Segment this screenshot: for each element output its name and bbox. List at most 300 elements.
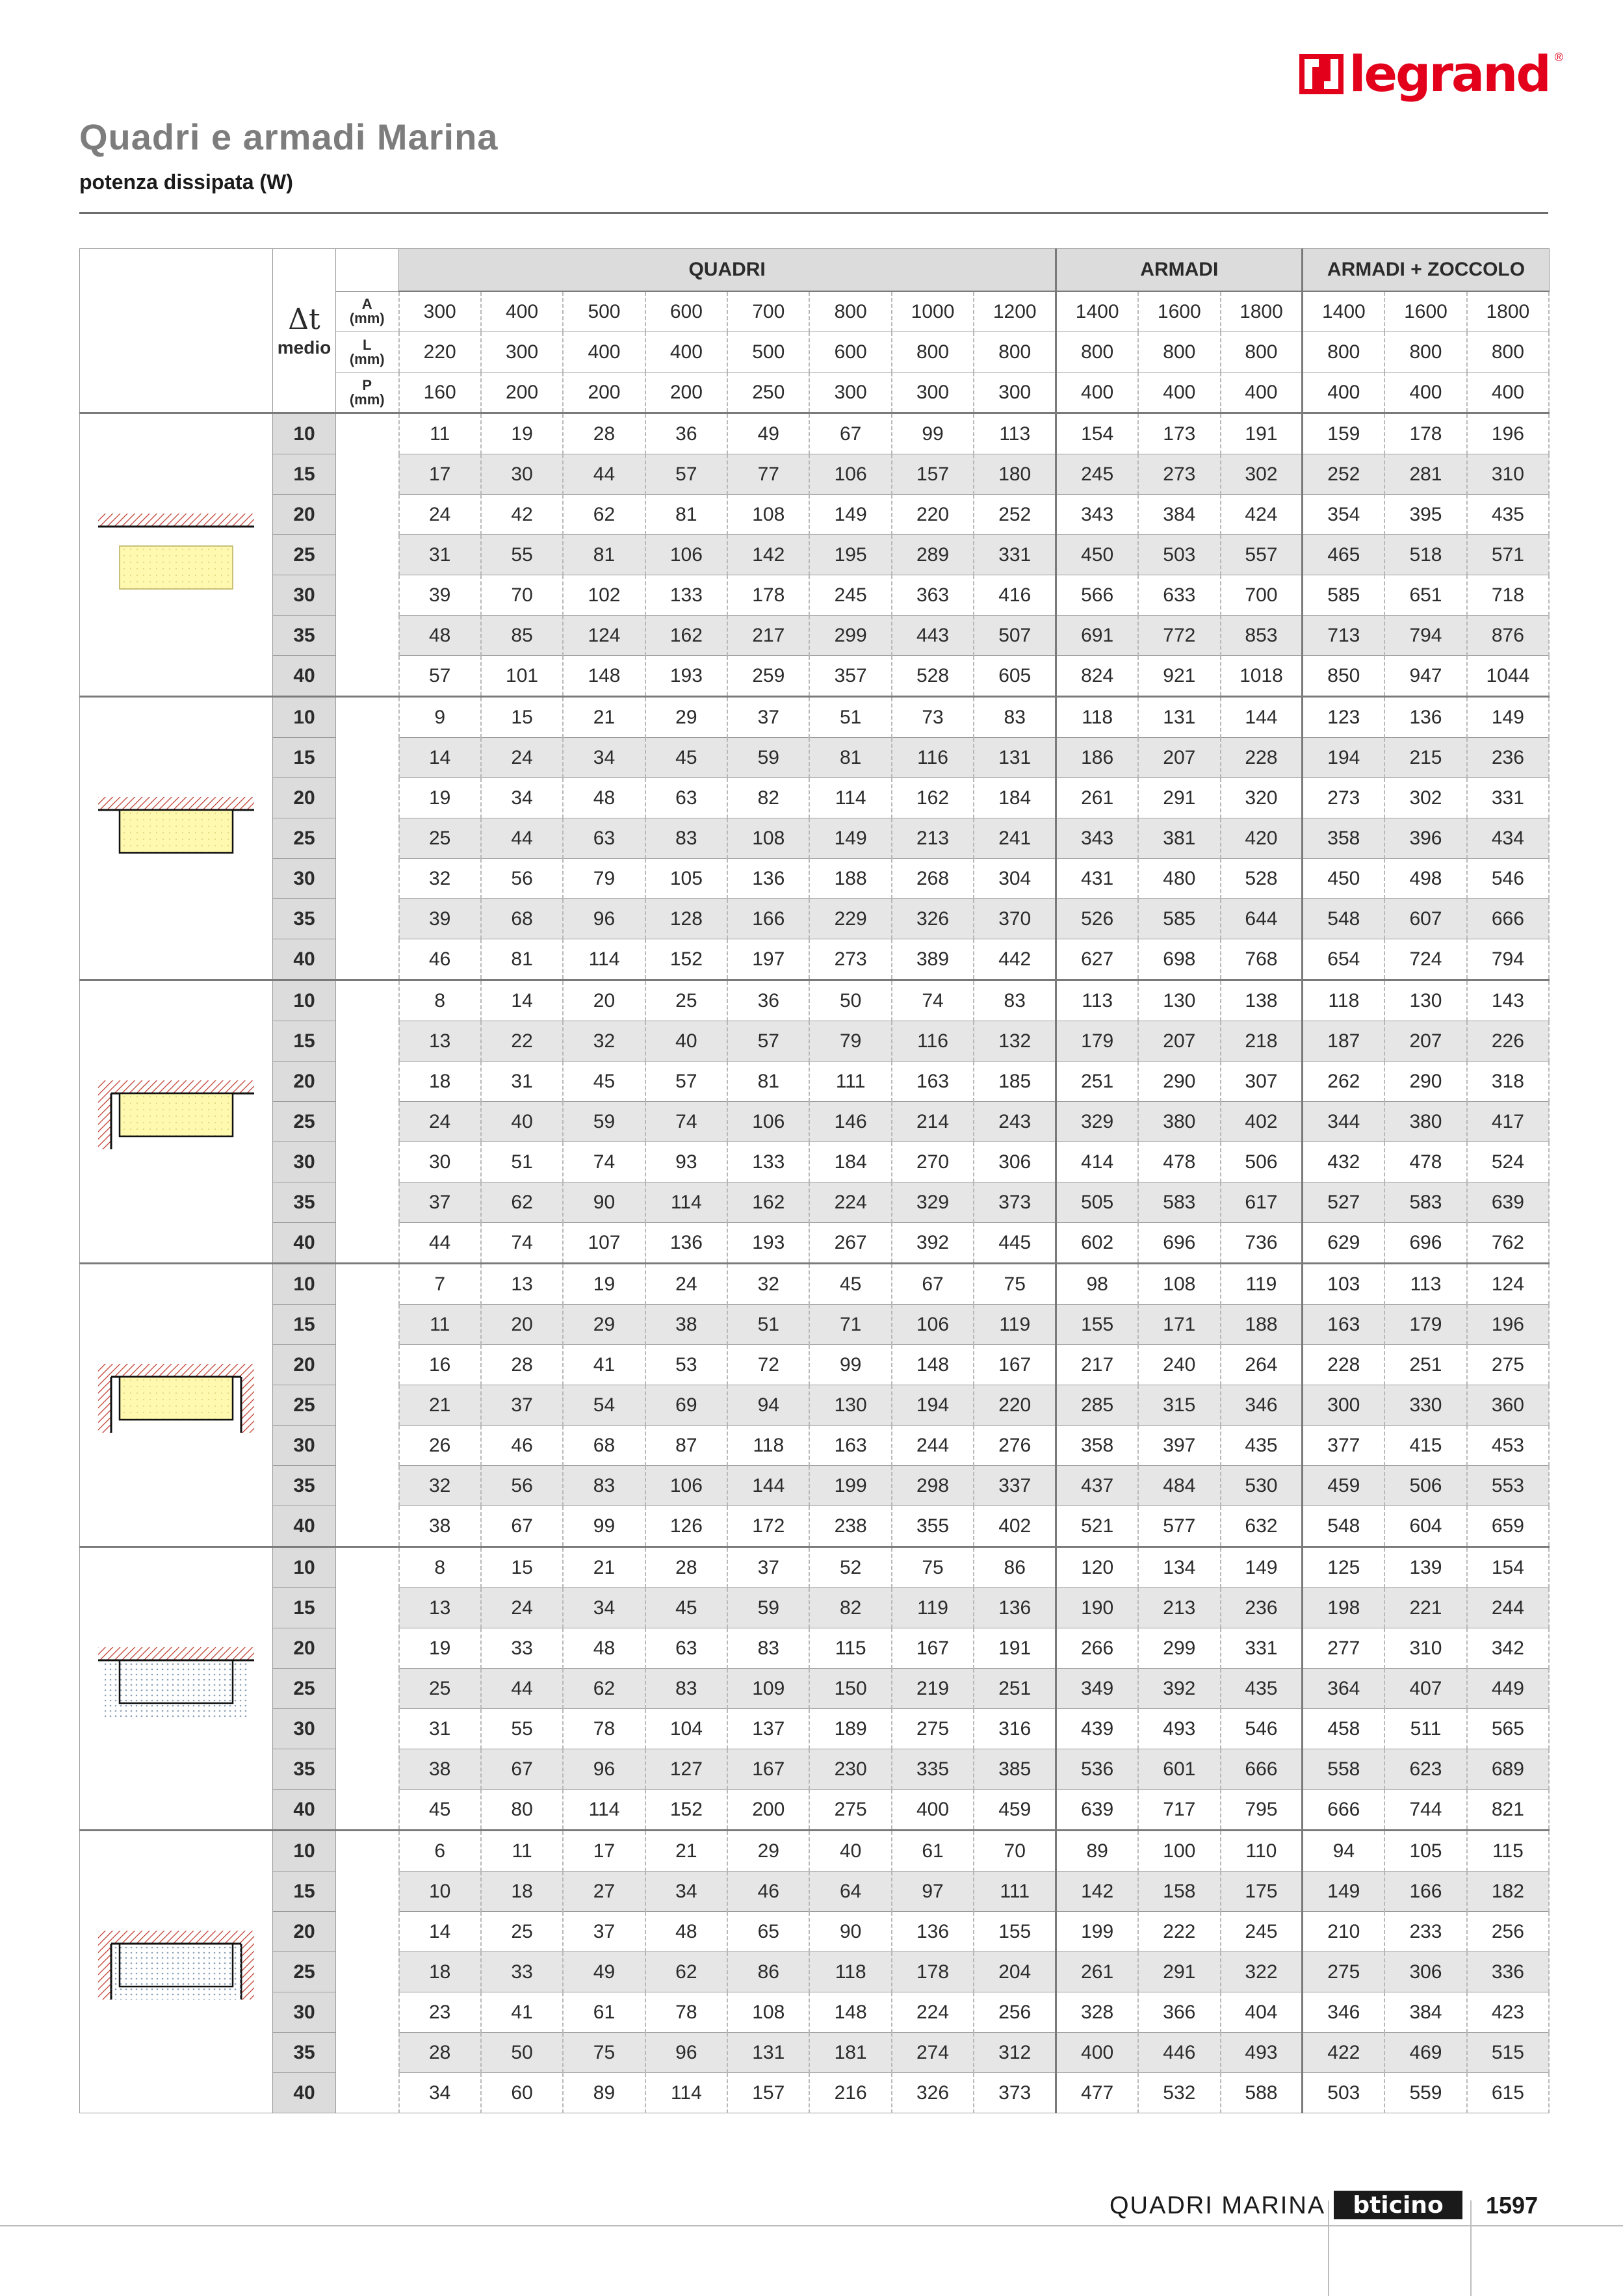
power-value: 16: [399, 1345, 481, 1385]
power-value: 46: [399, 939, 481, 980]
power-value: 10: [399, 1872, 481, 1912]
power-value: 190: [1056, 1588, 1138, 1628]
power-value: 33: [481, 1628, 563, 1669]
power-value: 38: [645, 1305, 727, 1345]
power-value: 299: [809, 616, 891, 656]
power-value: 505: [1056, 1182, 1138, 1223]
power-value: 604: [1384, 1506, 1466, 1547]
power-value: 39: [399, 575, 481, 616]
delta-t-value: 10: [273, 413, 336, 454]
power-value: 240: [1138, 1345, 1220, 1385]
power-value: 167: [974, 1345, 1056, 1385]
power-value: 20: [481, 1305, 563, 1345]
power-value: 62: [563, 495, 645, 535]
power-value: 45: [809, 1264, 891, 1305]
table-row: [80, 495, 1550, 535]
power-value: 615: [1467, 2073, 1549, 2113]
power-value: 384: [1384, 1992, 1466, 2033]
power-value: 37: [399, 1182, 481, 1223]
power-value: 96: [563, 1749, 645, 1790]
delta-t-value: 35: [273, 1182, 336, 1223]
power-value: 28: [563, 413, 645, 454]
power-value: 268: [892, 859, 974, 899]
power-value: 130: [809, 1385, 891, 1426]
power-value: 431: [1056, 859, 1138, 899]
power-value: 331: [974, 535, 1056, 575]
dissipated-power-table: [79, 248, 1550, 2113]
power-value: 118: [727, 1426, 809, 1466]
power-value: 74: [892, 980, 974, 1021]
dimension-value: 300: [809, 372, 891, 413]
power-value: 617: [1221, 1182, 1303, 1223]
header-group-row: [80, 249, 1550, 292]
delta-t-value: 40: [273, 656, 336, 697]
power-value: 358: [1303, 818, 1384, 859]
power-value: 64: [809, 1872, 891, 1912]
power-value: 82: [727, 778, 809, 818]
dimension-value: 1200: [974, 291, 1056, 332]
dimension-unit: (mm): [349, 391, 385, 408]
dimension-value: 400: [1056, 372, 1138, 413]
power-value: 553: [1467, 1466, 1549, 1506]
dimension-value: 300: [399, 291, 481, 332]
power-value: 503: [1303, 2073, 1384, 2113]
power-value: 290: [1138, 1062, 1220, 1102]
power-value: 61: [563, 1992, 645, 2033]
delta-t-value: 35: [273, 1749, 336, 1790]
power-value: 142: [1056, 1872, 1138, 1912]
power-value: 402: [1221, 1102, 1303, 1142]
table-row: [80, 939, 1550, 980]
power-value: 106: [727, 1102, 809, 1142]
power-value: 506: [1384, 1466, 1466, 1506]
power-value: 49: [563, 1952, 645, 1992]
power-value: 131: [1138, 697, 1220, 738]
table-row: [80, 1547, 1550, 1588]
power-value: 37: [727, 697, 809, 738]
power-value: 524: [1467, 1142, 1549, 1182]
power-value: 114: [563, 939, 645, 980]
installation-diagram-cell: [80, 1264, 273, 1547]
power-value: 435: [1221, 1426, 1303, 1466]
power-value: 44: [563, 454, 645, 495]
power-value: 55: [481, 535, 563, 575]
power-value: 175: [1221, 1872, 1303, 1912]
power-value: 11: [399, 413, 481, 454]
power-value: 277: [1303, 1628, 1384, 1669]
power-value: 583: [1138, 1182, 1220, 1223]
dimension-value: 400: [481, 291, 563, 332]
power-value: 19: [399, 778, 481, 818]
power-value: 511: [1384, 1709, 1466, 1749]
power-value: 194: [1303, 738, 1384, 778]
power-value: 67: [809, 413, 891, 454]
power-value: 63: [563, 818, 645, 859]
power-value: 654: [1303, 939, 1384, 980]
power-value: 90: [809, 1912, 891, 1952]
dimension-value: 800: [1303, 332, 1384, 372]
power-value: 583: [1384, 1182, 1466, 1223]
power-value: 824: [1056, 656, 1138, 697]
power-value: 194: [892, 1385, 974, 1426]
power-value: 306: [974, 1142, 1056, 1182]
power-value: 85: [481, 616, 563, 656]
power-value: 154: [1056, 413, 1138, 454]
dimension-value: 800: [1221, 332, 1303, 372]
power-value: 1044: [1467, 656, 1549, 697]
dimension-value: 400: [1221, 372, 1303, 413]
power-value: 118: [1303, 980, 1384, 1021]
power-value: 605: [974, 656, 1056, 697]
delta-t-value: 30: [273, 575, 336, 616]
dimension-value: 600: [645, 291, 727, 332]
power-value: 34: [563, 738, 645, 778]
power-value: 79: [809, 1021, 891, 1062]
power-value: 762: [1467, 1223, 1549, 1264]
power-value: 57: [645, 1062, 727, 1102]
power-value: 149: [809, 818, 891, 859]
power-value: 89: [563, 2073, 645, 2113]
installation-wall-mounted-top-icon: [82, 507, 270, 598]
power-value: 627: [1056, 939, 1138, 980]
power-value: 275: [892, 1709, 974, 1749]
power-value: 72: [727, 1345, 809, 1385]
power-value: 113: [974, 413, 1056, 454]
power-value: 385: [974, 1749, 1056, 1790]
power-value: 449: [1467, 1669, 1549, 1709]
power-value: 144: [727, 1466, 809, 1506]
power-value: 469: [1384, 2033, 1466, 2073]
dimension-blank-cell: [336, 980, 399, 1264]
power-value: 328: [1056, 1992, 1138, 2033]
power-value: 167: [892, 1628, 974, 1669]
delta-t-value: 30: [273, 1709, 336, 1749]
dimension-letter: L: [363, 336, 372, 353]
delta-t-value: 25: [273, 1669, 336, 1709]
power-value: 162: [645, 616, 727, 656]
power-value: 114: [809, 778, 891, 818]
power-value: 335: [892, 1749, 974, 1790]
power-value: 181: [809, 2033, 891, 2073]
power-value: 718: [1467, 575, 1549, 616]
power-value: 144: [1221, 697, 1303, 738]
power-value: 166: [1384, 1872, 1466, 1912]
table-row: [80, 1872, 1550, 1912]
delta-t-value: 10: [273, 1547, 336, 1588]
power-value: 632: [1221, 1506, 1303, 1547]
power-value: 585: [1303, 575, 1384, 616]
power-value: 48: [563, 1628, 645, 1669]
power-value: 498: [1384, 859, 1466, 899]
power-value: 196: [1467, 413, 1549, 454]
power-value: 251: [1056, 1062, 1138, 1102]
power-value: 32: [399, 859, 481, 899]
power-value: 48: [399, 616, 481, 656]
power-value: 44: [399, 1223, 481, 1264]
power-value: 853: [1221, 616, 1303, 656]
power-value: 256: [1467, 1912, 1549, 1952]
installation-diagram-cell: [80, 697, 273, 980]
power-value: 60: [481, 2073, 563, 2113]
power-value: 14: [399, 738, 481, 778]
power-value: 315: [1138, 1385, 1220, 1426]
power-value: 310: [1467, 454, 1549, 495]
power-value: 136: [974, 1588, 1056, 1628]
power-value: 364: [1303, 1669, 1384, 1709]
power-value: 148: [563, 656, 645, 697]
power-value: 527: [1303, 1182, 1384, 1223]
power-value: 252: [974, 495, 1056, 535]
power-value: 404: [1221, 1992, 1303, 2033]
table-row: [80, 818, 1550, 859]
dimension-blank-cell: [336, 413, 399, 697]
delta-t-value: 15: [273, 1305, 336, 1345]
power-value: 442: [974, 939, 1056, 980]
table-row: [80, 1506, 1550, 1547]
delta-t-value: 40: [273, 939, 336, 980]
power-value: 119: [974, 1305, 1056, 1345]
power-value: 623: [1384, 1749, 1466, 1790]
power-value: 59: [563, 1102, 645, 1142]
power-value: 443: [892, 616, 974, 656]
installation-recessed-both-sides-icon: [82, 1357, 270, 1448]
power-value: 478: [1384, 1142, 1466, 1182]
power-value: 298: [892, 1466, 974, 1506]
power-value: 68: [481, 899, 563, 939]
power-value: 137: [727, 1709, 809, 1749]
power-value: 241: [974, 818, 1056, 859]
table-row: [80, 575, 1550, 616]
power-value: 63: [645, 1628, 727, 1669]
power-value: 148: [892, 1345, 974, 1385]
power-value: 14: [481, 980, 563, 1021]
power-value: 228: [1303, 1345, 1384, 1385]
power-value: 876: [1467, 616, 1549, 656]
dimension-value: 800: [1384, 332, 1466, 372]
power-value: 17: [399, 454, 481, 495]
dimension-value: 220: [399, 332, 481, 372]
power-value: 184: [974, 778, 1056, 818]
power-value: 18: [399, 1952, 481, 1992]
power-value: 67: [481, 1506, 563, 1547]
power-value: 395: [1384, 495, 1466, 535]
power-value: 32: [563, 1021, 645, 1062]
power-value: 13: [399, 1588, 481, 1628]
table-row: [80, 1142, 1550, 1182]
power-value: 947: [1384, 656, 1466, 697]
power-value: 149: [1221, 1547, 1303, 1588]
power-value: 548: [1303, 899, 1384, 939]
power-value: 322: [1221, 1952, 1303, 1992]
power-value: 50: [809, 980, 891, 1021]
power-value: 484: [1138, 1466, 1220, 1506]
power-value: 197: [727, 939, 809, 980]
power-value: 62: [645, 1952, 727, 1992]
table-row: [80, 1709, 1550, 1749]
power-value: 29: [563, 1305, 645, 1345]
power-value: 78: [645, 1992, 727, 2033]
power-value: 15: [481, 697, 563, 738]
power-value: 94: [727, 1385, 809, 1426]
power-value: 546: [1467, 859, 1549, 899]
power-value: 146: [809, 1102, 891, 1142]
power-value: 39: [399, 899, 481, 939]
power-value: 264: [1221, 1345, 1303, 1385]
power-value: 136: [727, 859, 809, 899]
power-value: 57: [645, 454, 727, 495]
power-value: 40: [809, 1831, 891, 1872]
power-value: 30: [399, 1142, 481, 1182]
power-value: 46: [727, 1872, 809, 1912]
power-value: 136: [892, 1912, 974, 1952]
power-value: 83: [563, 1466, 645, 1506]
power-value: 25: [399, 818, 481, 859]
power-value: 256: [974, 1992, 1056, 2033]
dimension-letter: P: [362, 376, 372, 393]
power-value: 152: [645, 939, 727, 980]
power-value: 435: [1467, 495, 1549, 535]
power-value: 346: [1221, 1385, 1303, 1426]
power-value: 226: [1467, 1021, 1549, 1062]
power-value: 302: [1221, 454, 1303, 495]
power-value: 83: [974, 697, 1056, 738]
delta-t-value: 15: [273, 1021, 336, 1062]
power-value: 343: [1056, 818, 1138, 859]
power-value: 136: [1384, 697, 1466, 738]
footer-separator: [1328, 2200, 1329, 2296]
power-value: 434: [1467, 818, 1549, 859]
dimension-value: 200: [563, 372, 645, 413]
power-value: 53: [645, 1345, 727, 1385]
installation-under-ceiling-dotted-icon: [82, 1641, 270, 1732]
power-value: 921: [1138, 656, 1220, 697]
power-value: 565: [1467, 1709, 1549, 1749]
power-value: 149: [1467, 697, 1549, 738]
power-value: 566: [1056, 575, 1138, 616]
installation-diagram-cell: [80, 980, 273, 1264]
delta-t-value: 25: [273, 1102, 336, 1142]
power-value: 528: [892, 656, 974, 697]
table-row: [80, 1628, 1550, 1669]
power-value: 23: [399, 1992, 481, 2033]
dimension-value: 400: [563, 332, 645, 372]
power-value: 188: [1221, 1305, 1303, 1345]
power-value: 25: [399, 1669, 481, 1709]
installation-diagram-cell: [80, 413, 273, 697]
power-value: 130: [1138, 980, 1220, 1021]
power-value: 397: [1138, 1426, 1220, 1466]
power-value: 270: [892, 1142, 974, 1182]
power-value: 724: [1384, 939, 1466, 980]
dimension-blank-cell: [336, 1547, 399, 1831]
power-value: 437: [1056, 1466, 1138, 1506]
power-value: 44: [481, 1669, 563, 1709]
delta-t-value: 20: [273, 1345, 336, 1385]
power-value: 115: [1467, 1831, 1549, 1872]
power-value: 22: [481, 1021, 563, 1062]
power-value: 55: [481, 1709, 563, 1749]
power-value: 105: [645, 859, 727, 899]
power-value: 691: [1056, 616, 1138, 656]
power-value: 75: [974, 1264, 1056, 1305]
power-value: 220: [892, 495, 974, 535]
power-value: 381: [1138, 818, 1220, 859]
power-value: 107: [563, 1223, 645, 1264]
power-value: 666: [1221, 1749, 1303, 1790]
power-value: 389: [892, 939, 974, 980]
power-value: 507: [974, 616, 1056, 656]
group-header: ARMADI + ZOCCOLO: [1303, 249, 1549, 292]
power-value: 439: [1056, 1709, 1138, 1749]
power-value: 81: [645, 495, 727, 535]
table-row: [80, 899, 1550, 939]
power-value: 108: [727, 1992, 809, 2033]
delta-t-value: 35: [273, 2033, 336, 2073]
power-value: 503: [1138, 535, 1220, 575]
power-value: 34: [399, 2073, 481, 2113]
power-value: 187: [1303, 1021, 1384, 1062]
power-value: 71: [809, 1305, 891, 1345]
power-value: 118: [809, 1952, 891, 1992]
power-value: 289: [892, 535, 974, 575]
power-value: 633: [1138, 575, 1220, 616]
power-value: 191: [1221, 413, 1303, 454]
power-value: 154: [1467, 1547, 1549, 1588]
power-value: 50: [481, 2033, 563, 2073]
power-value: 273: [1138, 454, 1220, 495]
dimension-value: 500: [727, 332, 809, 372]
delta-t-value: 25: [273, 1952, 336, 1992]
power-value: 768: [1221, 939, 1303, 980]
power-value: 407: [1384, 1669, 1466, 1709]
power-value: 360: [1467, 1385, 1549, 1426]
power-value: 62: [481, 1182, 563, 1223]
dimension-value: 300: [892, 372, 974, 413]
footer-separator: [1470, 2200, 1472, 2296]
power-value: 717: [1138, 1790, 1220, 1831]
power-value: 159: [1303, 413, 1384, 454]
power-value: 70: [481, 575, 563, 616]
power-value: 366: [1138, 1992, 1220, 2033]
power-value: 199: [809, 1466, 891, 1506]
power-value: 416: [974, 575, 1056, 616]
power-value: 698: [1138, 939, 1220, 980]
power-value: 118: [1056, 697, 1138, 738]
power-value: 81: [481, 939, 563, 980]
power-value: 163: [809, 1426, 891, 1466]
power-value: 601: [1138, 1749, 1220, 1790]
power-value: 173: [1138, 413, 1220, 454]
power-value: 191: [974, 1628, 1056, 1669]
power-value: 245: [809, 575, 891, 616]
power-value: 330: [1384, 1385, 1466, 1426]
power-value: 221: [1384, 1588, 1466, 1628]
power-value: 275: [1303, 1952, 1384, 1992]
power-value: 75: [563, 2033, 645, 2073]
power-value: 131: [727, 2033, 809, 2073]
power-value: 302: [1384, 778, 1466, 818]
power-value: 423: [1467, 1992, 1549, 2033]
power-value: 306: [1384, 1952, 1466, 1992]
table-row: [80, 1992, 1550, 2033]
power-value: 329: [892, 1182, 974, 1223]
table-row: [80, 616, 1550, 656]
power-value: 31: [399, 1709, 481, 1749]
power-value: 198: [1303, 1588, 1384, 1628]
power-value: 179: [1384, 1305, 1466, 1345]
power-value: 110: [1221, 1831, 1303, 1872]
table-row: [80, 2073, 1550, 2113]
